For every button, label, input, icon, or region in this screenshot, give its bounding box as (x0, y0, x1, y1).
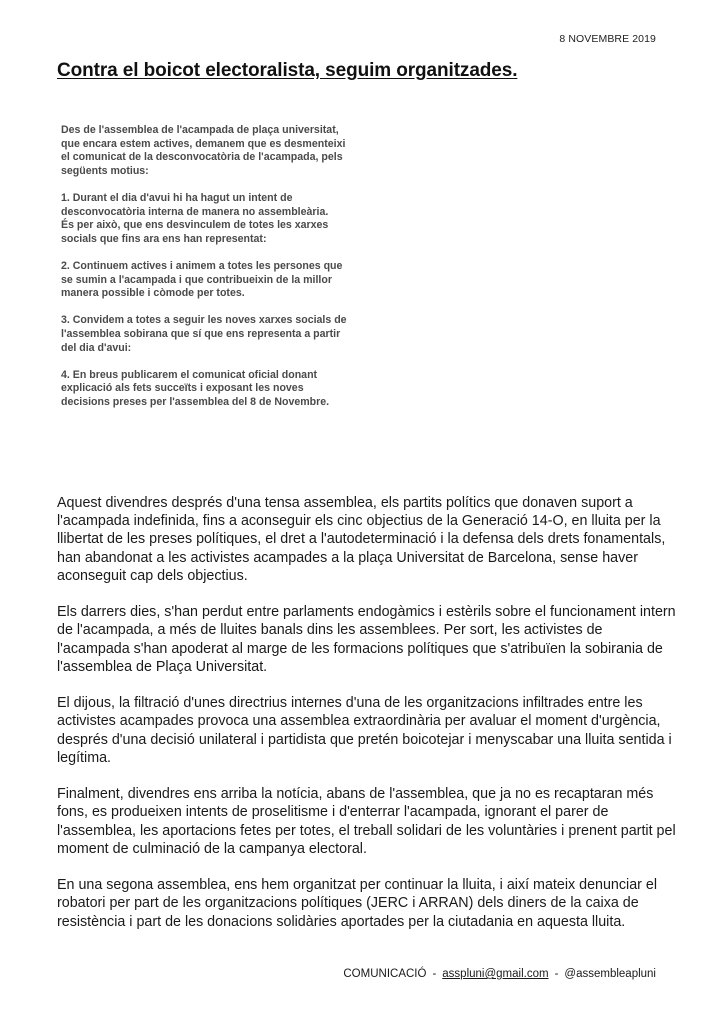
body-text (57, 494, 677, 949)
assembly-statement (61, 124, 353, 423)
body-paragraph: El dijous, la filtració d'unes directrius internes d'una de les organitzacions infiltrades entre les activistes acampades provoca una assemblea extraordinària per avaluar el moment d'urgència, després d'una decisió unilateral i partidista que pretén boicotejar i menyscabar una lluita sentida i legítima. (57, 695, 672, 766)
statement-intro: Des de l'assemblea de l'acampada de plaça universitat, que encara estem actives, demanem que es desmenteixi el comunicat de la desconvocatòria de l'acampada, pels següents motius: (61, 124, 346, 177)
statement-point-2: 2. Continuem actives i animem a totes les persones que se sumin a l'acampada i que contribueixin de la millor manera possible i còmode per totes. (61, 259, 343, 300)
body-paragraph: En una segona assemblea, ens hem organitzat per continuar la lluita, i així mateix denunciar el robatori per part de les organitzacions polítiques (JERC i ARRAN) dels diners de la caixa de resistència i part de les donacions solidàries aportades per la ciutadania en aquesta lluita. (57, 877, 658, 930)
document-date: 8 NOVEMBRE 2019 (559, 33, 656, 45)
statement-point-1: 1. Durant el dia d'avui hi ha hagut un intent de desconvocatòria interna de manera no assembleària. (61, 191, 329, 218)
footer-separator: - (432, 968, 437, 980)
footer (343, 968, 656, 980)
body-paragraph: Finalment, divendres ens arriba la notícia, abans de l'assemblea, que ja no es recaptaran més fons, es produeixen intents de proselitisme i d'enterrar l'acampada, ignorant el parer de l'assemblea, les aportacions fetes per totes, el treball solidari de les voluntàries i prenent partit pel moment de culminació de la campanya electoral. (57, 786, 676, 857)
body-paragraph: Els darrers dies, s'han perdut entre parlaments endogàmics i estèrils sobre el funcionament intern de l'acampada, a més de lluites banals dins les assemblees. Per sort, les activistes de l'acampada s'han apoderat al marge de les formacions polítiques que s'atribuïen la sobirania de l'assemblea de Plaça Universitat. (57, 604, 676, 675)
footer-separator: - (554, 968, 559, 980)
page-title: Contra el boicot electoralista, seguim organitzades. (57, 60, 518, 81)
footer-label: COMUNICACIÓ (343, 968, 427, 980)
footer-email-link[interactable]: asspluni@gmail.com (442, 968, 549, 980)
statement-point-4: 4. En breus publicarem el comunicat oficial donant explicació als fets succeïts i exposant les noves decisions preses per l'assemblea del 8 de Novembre. (61, 368, 330, 408)
footer-social-handle[interactable]: @assembleapluni (564, 968, 656, 980)
statement-point-1-continued: És per això, que ens desvinculem de totes les xarxes socials que fins ara ens han representat: (61, 219, 329, 245)
statement-point-3: 3. Convidem a totes a seguir les noves xarxes socials de l'assemblea sobirana que sí que ens representa a partir del dia d'avui: (61, 314, 347, 354)
body-paragraph: Aquest divendres després d'una tensa assemblea, els partits polítics que donaven suport a l'acampada indefinida, fins a aconseguir els cinc objectius de la Generació 14-O, en lluita per la llibertat de les preses polítiques, el dret a l'autodeterminació i la defensa dels drets fonamentals, han abandonat a les activistes acampades a la plaça Universitat de Barcelona, sense haver aconseguit cap dels objectius. (57, 495, 666, 584)
